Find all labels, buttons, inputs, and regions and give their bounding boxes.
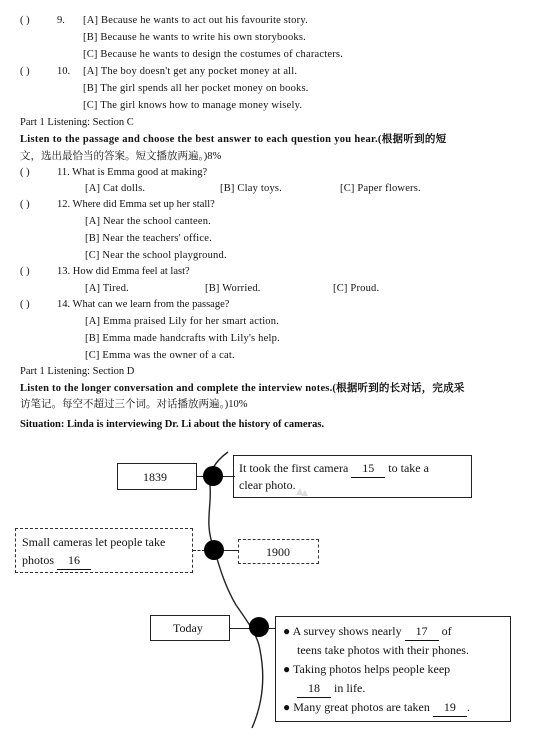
q12-answer-paren: ( ) <box>20 199 30 210</box>
situation-line: Situation: Linda is interviewing Dr. Li about the history of cameras. <box>20 419 325 430</box>
q12-option-a: [A] Near the school canteen. <box>85 216 212 227</box>
section-c-heading: Part 1 Listening: Section C <box>20 117 134 128</box>
blank-18: 18 <box>297 679 331 698</box>
year-label-today: Today <box>173 621 203 635</box>
q14-answer-paren: ( ) <box>20 299 30 310</box>
q11-option-a: [A] Cat dolls. <box>85 183 146 194</box>
note-today-bullet2-line1 <box>283 660 450 678</box>
connector-1900 <box>224 550 238 551</box>
year-label-1839: 1839 <box>143 470 167 484</box>
bullet-2-icon: ● <box>283 662 291 676</box>
note-1900-line2 <box>22 551 91 570</box>
section-c-instruction-line1: Listen to the passage and choose the best answer to each question you hear.(根据听到的短 <box>20 134 447 145</box>
note-today-b1-text-b: of <box>438 624 452 638</box>
q9-option-c: [C] Because he wants to design the costumes of characters. <box>83 49 344 60</box>
timeline-dot-today <box>249 617 269 637</box>
note-today-b3-text-a: Many great photos are taken <box>293 700 433 714</box>
blank-16: 16 <box>57 551 91 570</box>
bullet-1-icon: ● <box>283 624 291 638</box>
timeline-dot-1839 <box>203 466 223 486</box>
note-today-bullet2-line2 <box>297 679 365 698</box>
note-1900-text-b: photos <box>22 553 58 567</box>
section-d-instruction-line1: Listen to the longer conversation and complete the interview notes.(根据听到的长对话，完成采 <box>20 383 465 394</box>
q11-stem: 11. What is Emma good at making? <box>57 167 208 178</box>
note-today-bullet3-line1 <box>283 698 470 717</box>
q11-option-c: [C] Paper flowers. <box>340 183 421 194</box>
note-1900-line1: Small cameras let people take <box>22 535 166 549</box>
blank-15: 15 <box>351 459 385 478</box>
q12-stem: 12. Where did Emma set up her stall? <box>57 199 215 210</box>
note-1839-line2: clear photo. <box>239 478 296 492</box>
q9-number: 9. <box>57 15 65 26</box>
section-d-instruction-line2: 访笔记。每空不超过三个词。对话播放两遍。)10% <box>20 399 248 410</box>
note-today-b2-text-a: Taking photos helps people keep <box>293 662 451 676</box>
q13-option-c: [C] Proud. <box>333 283 380 294</box>
q10-option-a: [A] The boy doesn't get any pocket money at all. <box>83 66 298 77</box>
q13-option-b: [B] Worried. <box>205 283 261 294</box>
blank-17: 17 <box>405 622 439 641</box>
q12-option-c: [C] Near the school playground. <box>85 250 227 261</box>
q12-option-b: [B] Near the teachers' office. <box>85 233 212 244</box>
blank-19: 19 <box>433 698 467 717</box>
q13-stem: 13. How did Emma feel at last? <box>57 266 190 277</box>
q11-option-b: [B] Clay toys. <box>220 183 283 194</box>
section-c-instruction-line2: 文，选出最恰当的答案。短文播放两遍。)8% <box>20 151 222 162</box>
q10-option-c: [C] The girl knows how to manage money wisely. <box>83 100 303 111</box>
connector-today <box>230 628 250 629</box>
q13-option-a: [A] Tired. <box>85 283 130 294</box>
note-1839-text-a: It took the first camera <box>239 461 352 475</box>
note-today-b3-text-b: . <box>466 700 470 714</box>
note-today-bullet1-line1 <box>283 622 452 641</box>
q9-option-a: [A] Because he wants to act out his favourite story. <box>83 15 308 26</box>
note-today-b2-text-b: in life. <box>331 681 366 695</box>
q14-option-b: [B] Emma made handcrafts with Lily's help. <box>85 333 280 344</box>
note-today-bullet1-line2: teens take photos with their phones. <box>297 643 469 657</box>
q11-answer-paren: ( ) <box>20 167 30 178</box>
q14-option-a: [A] Emma praised Lily for her smart action. <box>85 316 280 327</box>
q14-option-c: [C] Emma was the owner of a cat. <box>85 350 235 361</box>
note-1839-text-b: to take a <box>385 461 429 475</box>
year-label-1900: 1900 <box>266 545 290 559</box>
q9-answer-paren: ( ) <box>20 15 30 26</box>
q10-answer-paren: ( ) <box>20 66 30 77</box>
q10-option-b: [B] The girl spends all her pocket money on books. <box>83 83 309 94</box>
bullet-3-icon: ● <box>283 700 291 714</box>
q10-number: 10. <box>57 66 71 77</box>
q13-answer-paren: ( ) <box>20 266 30 277</box>
note-today-b1-text-a: A survey shows nearly <box>292 624 405 638</box>
q9-option-b: [B] Because he wants to write his own storybooks. <box>83 32 306 43</box>
q14-stem: 14. What can we learn from the passage? <box>57 299 230 310</box>
timeline-dot-1900 <box>204 540 224 560</box>
section-d-heading: Part 1 Listening: Section D <box>20 366 135 377</box>
